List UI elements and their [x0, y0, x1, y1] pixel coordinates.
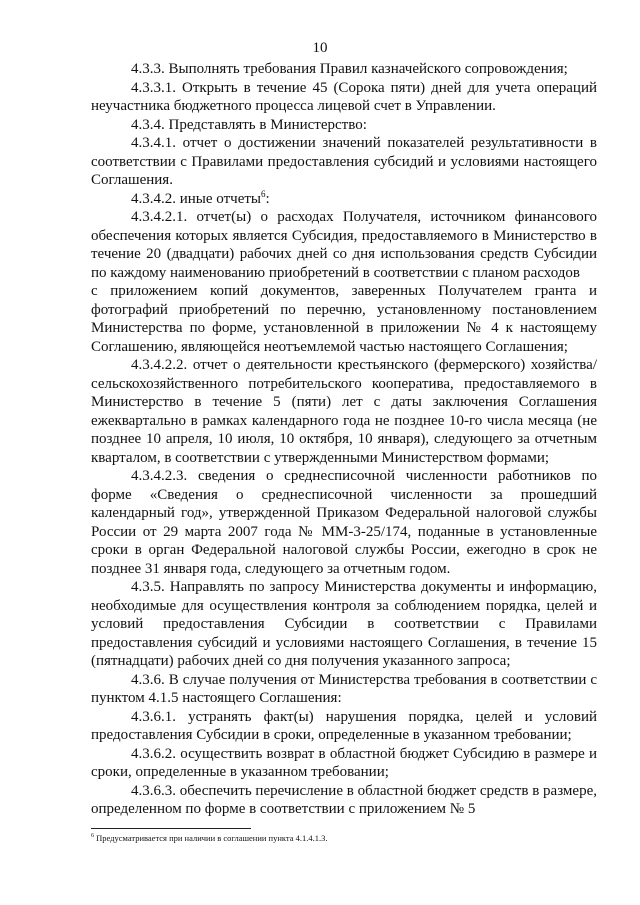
paragraph-4-3-3-1: 4.3.3.1. Открыть в течение 45 (Сорока пяти) дней для учета операций неучастника бюджетного процесса лицевой счет в Управлении. — [91, 79, 597, 114]
page-number: 10 — [312, 40, 328, 56]
footnote-reference: 6 — [260, 188, 266, 199]
footnote-text: Предусматривается при наличии в соглашении пункта 4.1.4.1.3. — [94, 833, 328, 843]
paragraph-4-3-6-3: 4.3.6.3. обеспечить перечисление в областной бюджет средств в размере, определенном по форме в соответствии с приложением № 5 — [91, 782, 597, 817]
footnote-mark: 6 — [91, 833, 94, 840]
paragraph-4-3-6-2: 4.3.6.2. осуществить возврат в областной бюджет Субсидию в размере и сроки, определенные в указанном требовании; — [91, 745, 597, 780]
paragraph-4-3-4-2-text: 4.3.4.2. иные отчеты — [131, 190, 261, 207]
paragraph-4-3-3: 4.3.3. Выполнять требования Правил казначейского сопровождения; — [131, 61, 568, 77]
paragraph-4-3-4: 4.3.4. Представлять в Министерство: — [131, 116, 367, 133]
paragraph-4-3-4-2-2: 4.3.4.2.2. отчет о деятельности крестьянского (фермерского) хозяйства/сельскохозяйственного потребительского кооператива, предоставляемого в Министерство в течение 5 (пяти) лет с даты заключения Соглашения ежеквартально в рамках календарного года не позднее 10-го числа месяца (не позднее 10 апреля, 10 июля, 10 октября, 10 января), следующего за отчетным кварталом, в соответствии с утвержденными Министерством формами; — [91, 357, 597, 466]
footnote-divider — [91, 828, 251, 829]
paragraph-4-3-6-1: 4.3.6.1. устранять факт(ы) нарушения порядка, целей и условий предоставления Субсидии в сроки, определенные в указанном требовании; — [91, 708, 597, 743]
paragraph-4-3-4-1: 4.3.4.1. отчет о достижении значений показателей результативности в соответствии с Правилами предоставления субсидий и условиями настоящего Соглашения. — [91, 135, 597, 188]
footnote — [91, 833, 597, 844]
paragraph-4-3-5: 4.3.5. Направлять по запросу Министерства документы и информацию, необходимые для осуществления контроля за соблюдением порядка, целей и условий предоставления Субсидии в соответствии с Правилами предоставления субсидий и условиями настоящего Соглашения, в течение 15 (пятнадцати) рабочих дней со дня получения указанного запроса; — [91, 579, 597, 669]
paragraph-4-3-4-2-3: 4.3.4.2.3. сведения о среднесписочной численности работников по форме «Сведения о среднесписочной численности за прошедший календарный год», утвержденной Приказом Федеральной налоговой службы России от 29 марта 2007 года № ММ-3-25/174, поданные в установленные сроки в орган Федеральной налоговой службы России, ежегодно в срок не позднее 31 января года, следующего за отчетным годом. — [91, 468, 597, 577]
paragraph-4-3-4-2-colon: : — [265, 190, 270, 207]
document-body — [91, 60, 597, 819]
paragraph-4-3-4-2 — [91, 190, 597, 209]
paragraph-4-3-6: 4.3.6. В случае получения от Министерства требования в соответствии с пунктом 4.1.5 настоящего Соглашения: — [91, 671, 597, 706]
paragraph-4-3-4-2-1: 4.3.4.2.1. отчет(ы) о расходах Получателя, источником финансового обеспечения которых является Субсидия, предоставляемого в Министерство в течение 20 (двадцати) рабочих дней со дня использования средств Субсидии по каждому наименованию приобретений в соответствии с планом расходов — [91, 209, 597, 281]
paragraph-4-3-4-2-1-continued: с приложением копий документов, заверенных Получателем гранта и фотографий приобретений по перечню, установленному постановлением Министерства по форме, установленной в приложении № 4 к настоящему Соглашению, являющейся неотъемлемой частью настоящего Соглашения; — [91, 283, 597, 355]
